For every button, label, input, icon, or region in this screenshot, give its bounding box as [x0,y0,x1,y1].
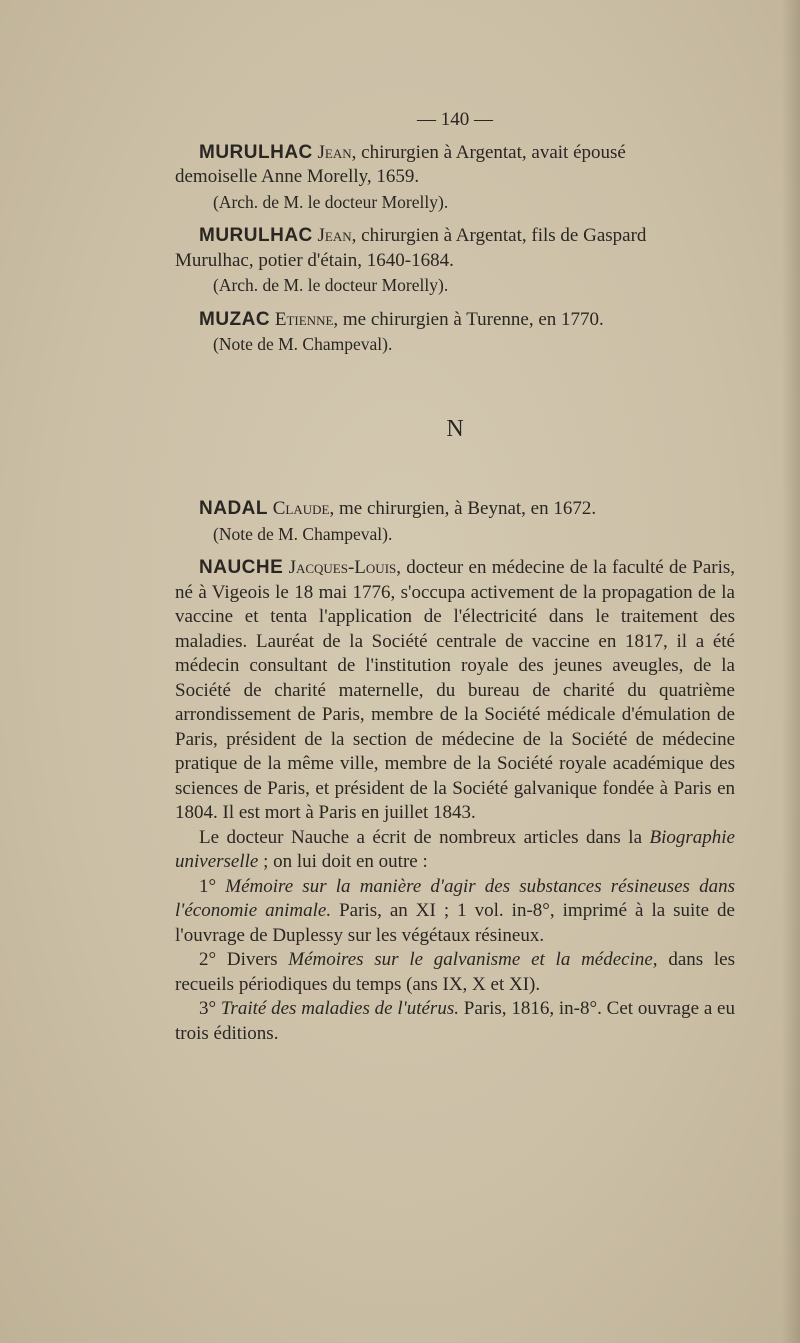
page-edge-shadow [782,0,800,1343]
work-title: Mémoires sur le galvanisme et la médecine, [288,949,658,970]
entry-text: , docteur en médecine de la faculté de Paris, né à Vigeois le 18 mai 1776, s'occupa activement de la propagation de la vaccine et tenta l'application de l'électricité dans le traitement des maladies. Lauréat de la Société centrale de vaccine en 1817, il a été médecin consultant de l'institution royale des jeunes aveugles, de la Société de charité maternelle, du bureau de charité du quatrième arrondissement de Paris, membre de la Société médicale d'émulation de Paris, président de la section de médecine de la Société de médecine pratique de la même ville, membre de la Société royale académique des sciences de Paris, et président de la Société galvanique fondée à Paris en 1804. Il est mort à Paris en juillet 1843. [175,557,735,823]
entry-source: (Arch. de M. le docteur Morelly). [213,191,449,212]
entry-name: NAUCHE [199,557,284,578]
entry-given-name: Claude [272,498,330,519]
entry-given-name: Jacques-Louis [288,557,397,578]
work-title: Traité des maladies de l'utérus. [220,998,459,1019]
section-letter: N [446,415,464,442]
entry-text: , me chirurgien à Turenne, en 1770. [333,308,604,330]
entry-name: MURULHAC [199,141,313,163]
page-number: — 140 — [417,109,493,130]
entry-line [175,224,735,249]
nauche-work-1 [175,875,735,949]
entry-name: NADAL [199,498,268,519]
entry-source: (Note de M. Champeval). [213,334,393,354]
entry-text-cont: Murulhac, potier d'étain, 1640-1684. [175,249,454,271]
work-details: Paris, an XI ; 1 vol. in-8°, imprimé à la suite de l'ouvrage de Duplessy sur les végétaux résineux. [175,900,735,946]
entry-text: , chirurgien à Argentat, fils de Gaspard [351,225,647,246]
entry-text: , me chirurgien, à Beynat, en 1672. [329,498,597,519]
work-title: Mémoire sur la manière d'agir des substances résineuses dans l'économie animale. [175,875,735,921]
paragraph-text: ; on lui doit en outre : [258,851,428,872]
entry-name: MUZAC [199,308,271,330]
work-title: Biographie universelle [175,826,735,872]
entry-murulhac-2 [175,224,735,298]
work-number: 1° [199,875,226,897]
work-details: dans les recueils périodiques du temps (ans IX, X et XI). [175,949,735,995]
nauche-paragraph-1 [175,556,735,826]
entry-murulhac-1 [175,141,735,215]
entry-nauche [175,556,735,1046]
page-text [175,108,735,1056]
entry-nadal [175,497,735,546]
paragraph-text: Le docteur Nauche a écrit de nombreux articles dans la [199,826,650,848]
entry-source: (Arch. de M. le docteur Morelly). [213,275,449,295]
nauche-work-2 [175,948,735,997]
nauche-paragraph-2 [175,826,735,875]
entry-line [175,497,735,522]
entry-line [175,141,735,166]
entry-line [175,308,735,333]
entry-given-name: Jean [317,225,352,246]
work-number: 2° Divers [199,949,289,970]
entry-text-cont: demoiselle Anne Morelly, 1659. [175,166,420,187]
entry-source: (Note de M. Champeval). [213,523,393,544]
entry-text: , chirurgien à Argentat, avait épousé [351,141,626,163]
entry-name: MURULHAC [199,225,313,246]
work-number: 3° [199,998,221,1019]
entry-given-name: Jean [317,141,352,163]
entry-muzac [175,308,735,357]
entry-given-name: Etienne [274,308,334,330]
nauche-work-3 [175,997,735,1046]
work-details: Paris, 1816, in-8°. Cet ouvrage a eu trois éditions. [175,998,735,1044]
